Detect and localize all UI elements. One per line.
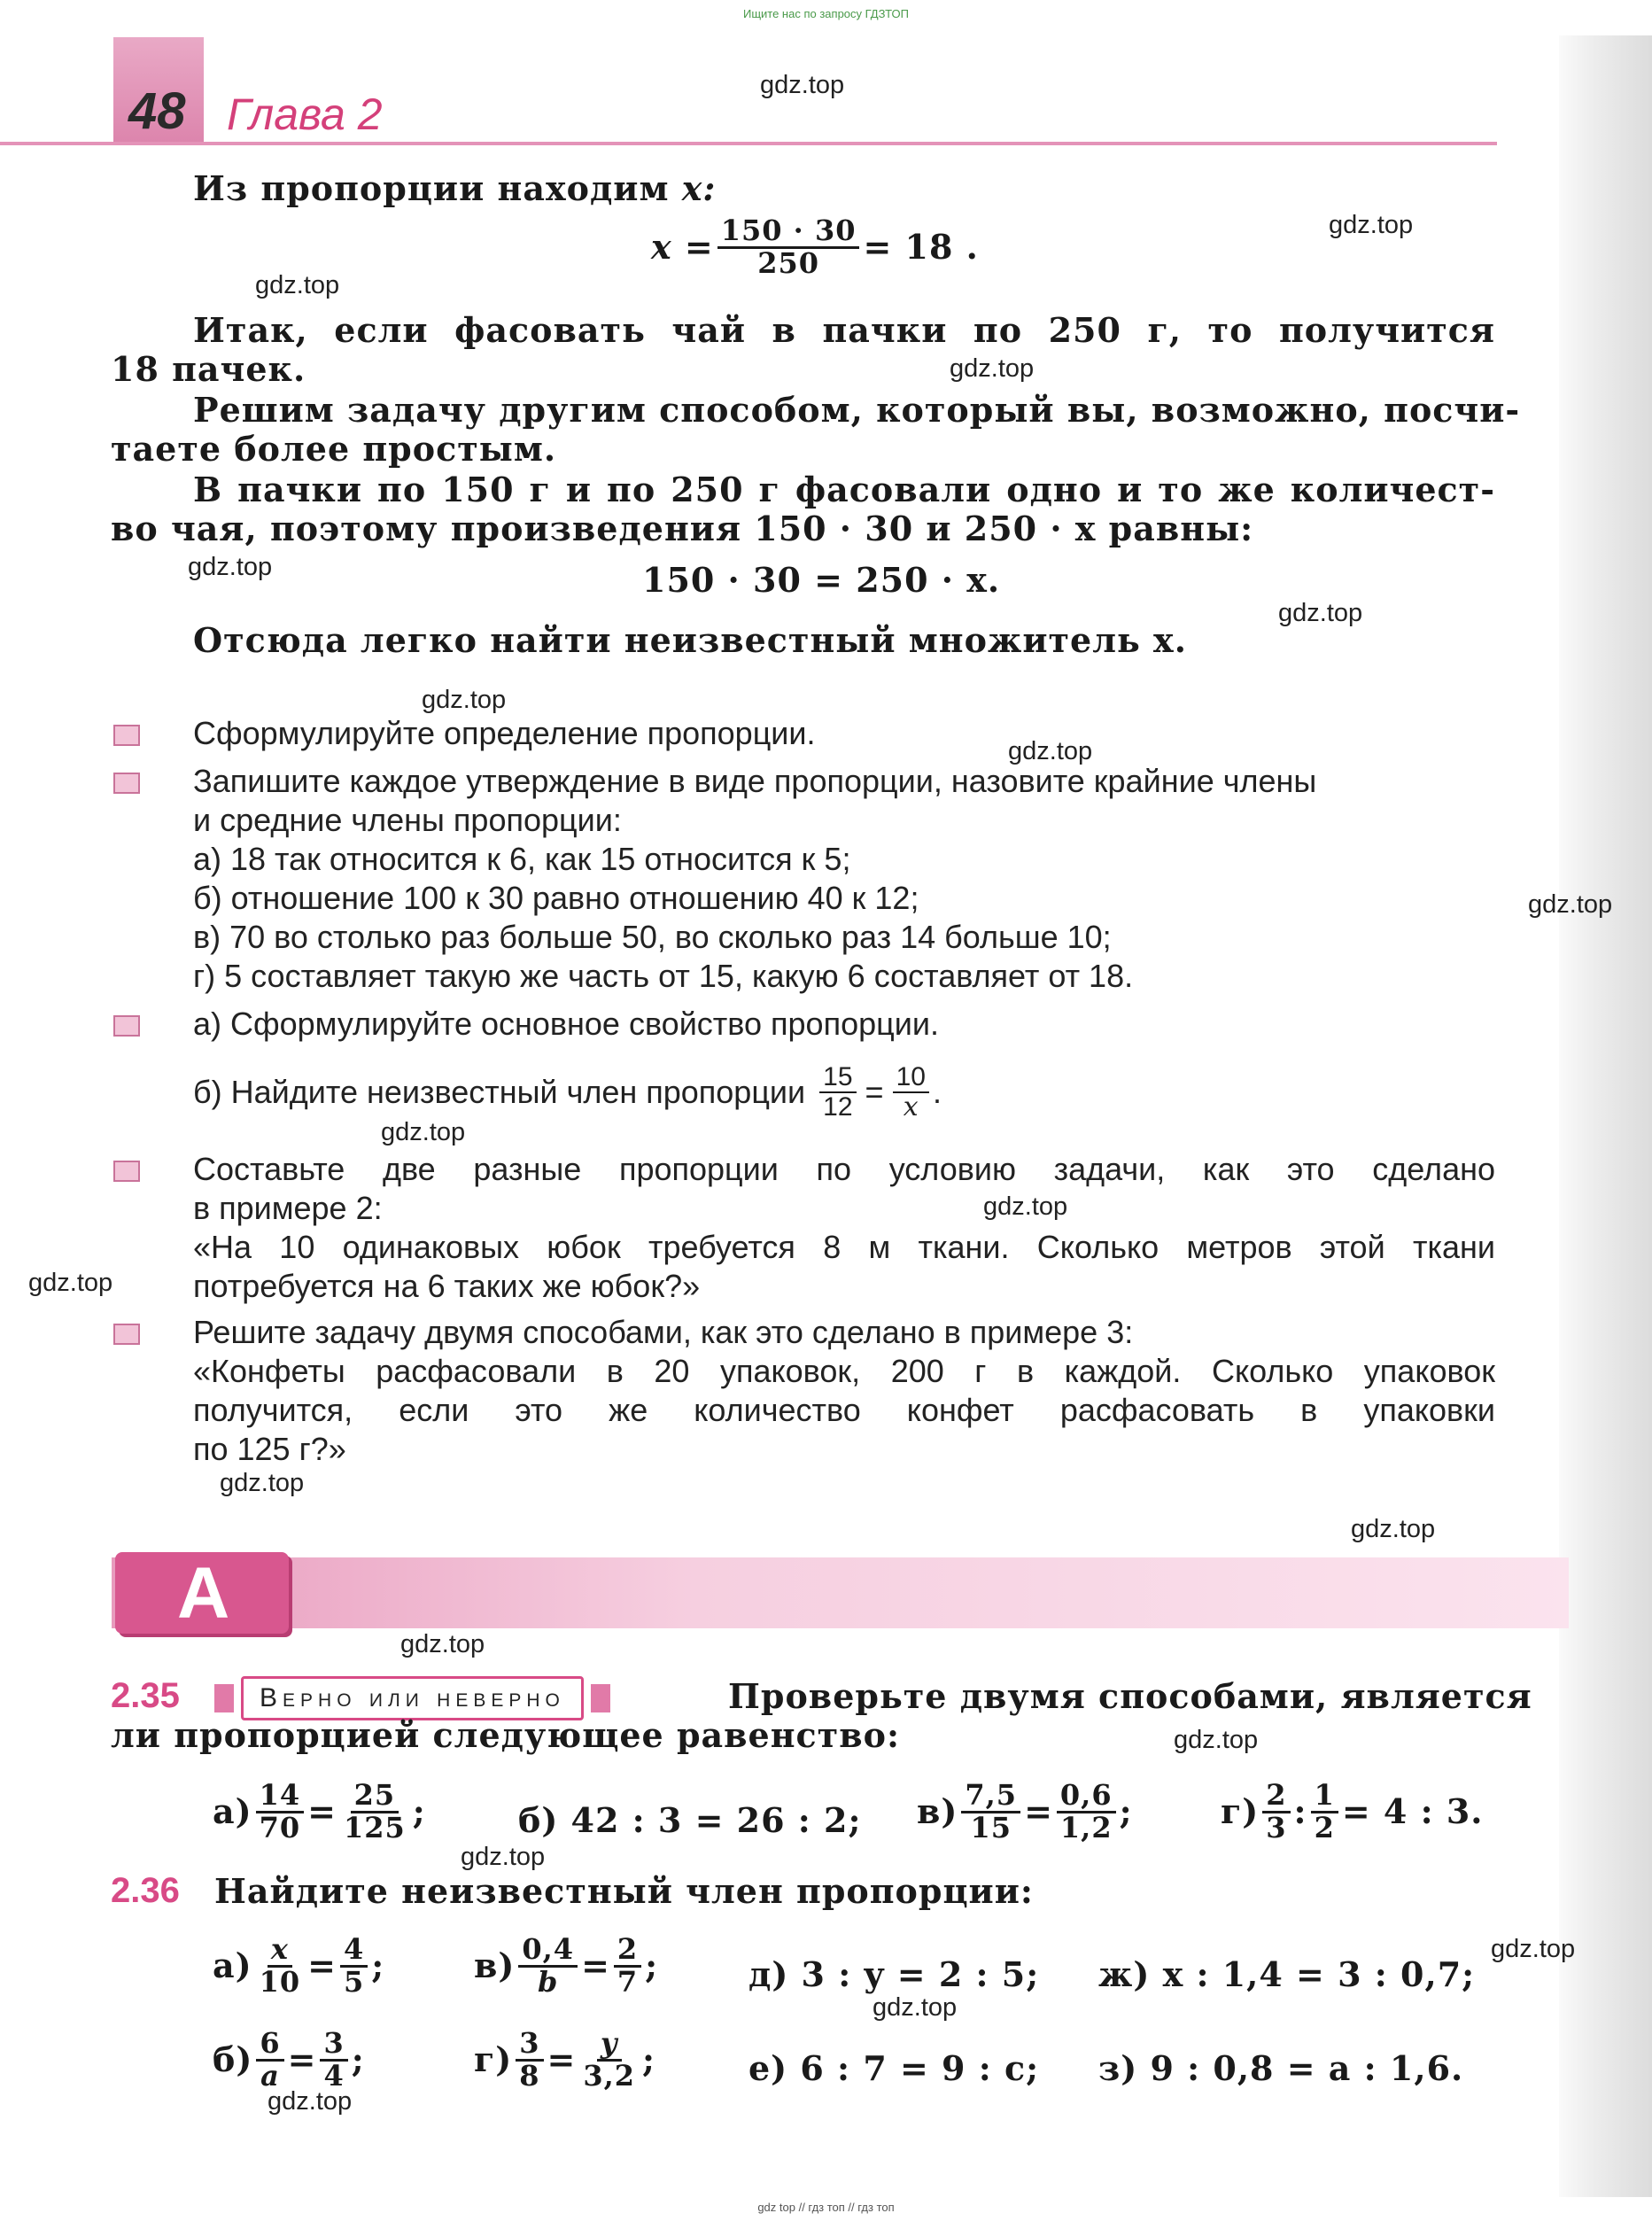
paragraph-5: Отсюда легко найти неизвестный множитель x. <box>193 620 1187 660</box>
problem-2-36-b: б) $\frac{6}{a}$ = $\frac{3}{4}$ ; <box>213 2026 365 2093</box>
q3-num-2: 10 <box>893 1063 929 1093</box>
watermark: gdz.top <box>188 553 273 581</box>
p235-d-frac-1 <box>1262 1778 1290 1844</box>
question-square-1 <box>113 725 140 746</box>
question-4-line-2: в примере 2: <box>193 1190 383 1226</box>
watermark: gdz.top <box>1278 599 1363 627</box>
question-5-line-4: по 125 г?» <box>193 1431 346 1467</box>
p236-v-n2: 2 <box>614 1935 641 1968</box>
eq1-fraction <box>717 216 860 278</box>
page-edge-line <box>1621 35 1623 2197</box>
p235-d-n2: 1 <box>1311 1781 1338 1813</box>
p236-b-n1: 6 <box>256 2029 283 2062</box>
p235-a-n1: 14 <box>256 1781 305 1813</box>
p236-v-label: в) <box>474 1945 516 1986</box>
p235-a-d2: 125 <box>343 1810 406 1844</box>
paragraph-find-x <box>193 168 716 209</box>
page-number: 48 <box>128 82 186 140</box>
eq1-denominator: 250 <box>757 245 819 280</box>
watermark: gdz.top <box>28 1269 113 1297</box>
p236-g-n1: 3 <box>516 2029 543 2062</box>
question-2-line-1: Запишите каждое утверждение в виде пропорции, назовите крайние члены <box>193 763 1317 799</box>
eq1-rhs: = 18 . <box>863 227 979 268</box>
question-2-line-2: и средние члены пропорции: <box>193 802 622 838</box>
p235-c-label: в) <box>917 1791 958 1832</box>
p236-v-d2: 7 <box>617 1964 639 1999</box>
watermark: gdz.top <box>1008 737 1093 765</box>
top-note: Ищите нас по запросу ГДЗТОП <box>742 7 909 20</box>
watermark: gdz.top <box>400 1630 485 1658</box>
paragraph-3-line-1: Решим задачу другим способом, который вы, возможно, посчи- <box>193 390 1521 430</box>
problem-2-36-a: а) $\frac{x}{10}$ = $\frac{4}{5}$ ; <box>213 1932 385 1999</box>
p236-b-frac-1 <box>256 2026 283 2093</box>
p235-a-frac-2 <box>340 1778 409 1844</box>
problem-2-35-line-2: ли пропорцией следующее равенство: <box>111 1715 900 1755</box>
watermark: gdz.top <box>220 1469 305 1497</box>
p236-a-frac-1 <box>256 1932 305 1999</box>
problem-2-35-number: 2.35 <box>111 1676 180 1715</box>
p236-g-d1: 8 <box>519 2058 540 2093</box>
p236-a-d1: 10 <box>259 1964 301 1999</box>
true-false-tag <box>207 1676 703 1720</box>
question-5-line-3: получится, если это же количество конфет расфасовать в упаковки <box>193 1392 1495 1428</box>
p236-g-frac-2 <box>579 2026 639 2093</box>
var-x: x: <box>681 168 717 208</box>
bottom-note: gdz top // гдз топ // гдз топ <box>757 2201 895 2214</box>
question-3-b: б) Найдите неизвестный член пропорции $\frac{15}{12}$ = $\frac{10}{x}$ . <box>193 1062 942 1122</box>
question-1: Сформулируйте определение пропорции. <box>193 715 816 751</box>
p235-a-d1: 70 <box>259 1810 301 1844</box>
question-4-line-4: потребуется на 6 таких же юбок?» <box>193 1268 701 1304</box>
q3-den-1: 12 <box>823 1091 853 1122</box>
p235-c-n1: 7,5 <box>961 1781 1020 1813</box>
true-false-tag-label: Верно или неверно <box>241 1676 584 1720</box>
paragraph-2-line-1: Итак, если фасовать чай в пачки по 250 г, то получится <box>193 310 1495 350</box>
p236-b-frac-2 <box>320 2026 347 2093</box>
p236-v-d1: b <box>538 1964 559 1999</box>
p235-d-d2: 2 <box>1314 1810 1335 1844</box>
p235-d-n1: 2 <box>1262 1781 1290 1813</box>
p235-d-label: г) <box>1221 1791 1260 1832</box>
question-5-line-2: «Конфеты расфасовали в 20 упаковок, 200 г в каждой. Сколько упаковок <box>193 1353 1495 1389</box>
p236-v-n1: 0,4 <box>518 1935 578 1968</box>
p236-g-label: г) <box>474 2039 513 2080</box>
problem-2-35-line-1: Проверьте двумя способами, является <box>728 1676 1532 1716</box>
problem-2-36-zh: ж) x : 1,4 = 3 : 0,7; <box>1098 1954 1476 1994</box>
section-letter: А <box>177 1553 230 1634</box>
watermark: gdz.top <box>1174 1726 1259 1754</box>
watermark: gdz.top <box>1491 1935 1576 1963</box>
p235-c-frac-2 <box>1057 1778 1116 1844</box>
p236-a-frac-2 <box>340 1932 368 1999</box>
paragraph-4-line-1: В пачки по 150 г и по 250 г фасовали одно и то же количест- <box>193 470 1495 509</box>
watermark: gdz.top <box>1329 211 1414 239</box>
watermark: gdz.top <box>1528 890 1613 919</box>
watermark: gdz.top <box>255 271 340 299</box>
chapter-title: Глава 2 <box>227 89 383 139</box>
watermark: gdz.top <box>950 354 1035 383</box>
tag-cube-right <box>591 1684 610 1712</box>
p236-g-d2: 3,2 <box>583 2058 636 2093</box>
paragraph-3-line-2: таете более простым. <box>111 429 557 469</box>
p235-a-frac-1 <box>256 1778 305 1844</box>
question-2-d: г) 5 составляет такую же часть от 15, какую 6 составляет от 18. <box>193 958 1134 994</box>
q3-den-2: x <box>903 1091 919 1122</box>
p236-b-label: б) <box>213 2039 253 2080</box>
question-square-2 <box>113 773 140 794</box>
question-square-4 <box>113 1161 140 1182</box>
watermark: gdz.top <box>381 1118 466 1146</box>
p235-a-n2: 25 <box>351 1781 399 1813</box>
problem-2-35-a: а) $\frac{14}{70}$ = $\frac{25}{125}$ ; <box>213 1778 426 1844</box>
paragraph-4-line-2: во чая, поэтому произведения 150 · 30 и 250 · x равны: <box>111 509 1254 548</box>
p235-c-d2: 1,2 <box>1059 1810 1113 1844</box>
p236-a-label: а) <box>213 1945 252 1986</box>
q3-num-1: 15 <box>819 1063 856 1093</box>
watermark: gdz.top <box>461 1843 546 1871</box>
p235-d-frac-2 <box>1311 1778 1338 1844</box>
p235-c-frac-1 <box>961 1778 1020 1844</box>
question-3-b-text: б) Найдите неизвестный член пропорции <box>193 1073 806 1110</box>
p236-b-n2: 3 <box>320 2029 347 2062</box>
paragraph-find-x-text: Из пропорции находим <box>193 168 670 208</box>
p236-a-n1: x <box>268 1935 292 1968</box>
p235-a-label: а) <box>213 1791 252 1832</box>
watermark: gdz.top <box>873 1993 958 2022</box>
p236-b-d2: 4 <box>323 2058 345 2093</box>
problem-2-36-g: г) $\frac{3}{8}$ = $\frac{y}{3,2}$ ; <box>474 2026 656 2093</box>
problem-2-35-c: в) $\frac{7,5}{15}$ = $\frac{0,6}{1,2}$ ; <box>917 1778 1133 1844</box>
problem-2-36-v: в) $\frac{0,4}{b}$ = $\frac{2}{7}$ ; <box>474 1932 659 1999</box>
problem-2-36-number: 2.36 <box>111 1871 180 1910</box>
question-4-line-1: Составьте две разные пропорции по условию задачи, как это сделано <box>193 1151 1495 1187</box>
p236-v-frac-2 <box>614 1932 641 1999</box>
question-2-c: в) 70 во столько раз больше 50, во сколько раз 14 больше 10; <box>193 919 1112 955</box>
p236-v-frac-1 <box>518 1932 578 1999</box>
question-2-b: б) отношение 100 к 30 равно отношению 40 к 12; <box>193 880 919 916</box>
header-rule <box>0 142 1497 145</box>
question-square-5 <box>113 1324 140 1345</box>
equation-2: 150 · 30 = 250 · x. <box>642 560 1001 600</box>
page-edge-shadow <box>1559 35 1652 2197</box>
eq1-numerator: 150 · 30 <box>717 216 860 249</box>
question-square-3 <box>113 1015 140 1037</box>
question-3-a: а) Сформулируйте основное свойство пропорции. <box>193 1006 939 1042</box>
p235-c-d1: 15 <box>970 1810 1012 1844</box>
p236-b-d1: a <box>260 2058 280 2093</box>
watermark: gdz.top <box>983 1192 1068 1221</box>
problem-2-35-d: г) $\frac{2}{3}$ : $\frac{1}{2}$ = 4 : 3. <box>1221 1778 1484 1844</box>
p235-c-n2: 0,6 <box>1057 1781 1116 1813</box>
q3-fraction-2 <box>893 1063 929 1121</box>
p235-d-rest: = 4 : 3. <box>1341 1791 1484 1832</box>
eq1-lhs: x = <box>651 227 714 268</box>
question-2-a: а) 18 так относится к 6, как 15 относится к 5; <box>193 841 851 877</box>
p236-a-n2: 4 <box>340 1935 368 1968</box>
watermark: gdz.top <box>1351 1515 1436 1543</box>
p236-g-frac-1 <box>516 2026 543 2093</box>
tag-cube-left <box>214 1684 234 1712</box>
q3-fraction-1 <box>819 1063 856 1121</box>
p235-d-d1: 3 <box>1266 1810 1287 1844</box>
watermark: gdz.top <box>268 2087 353 2116</box>
question-4-line-3: «На 10 одинаковых юбок требуется 8 м ткани. Сколько метров этой ткани <box>193 1229 1495 1265</box>
problem-2-35-b: б) 42 : 3 = 26 : 2; <box>518 1800 862 1840</box>
problem-2-36-text: Найдите неизвестный член пропорции: <box>214 1871 1034 1911</box>
equation-1 <box>651 216 979 278</box>
section-band <box>112 1557 1569 1628</box>
problem-2-36-e: е) 6 : 7 = 9 : c; <box>748 2048 1040 2088</box>
p236-g-n2: y <box>597 2029 622 2062</box>
watermark: gdz.top <box>760 71 845 99</box>
paragraph-2-line-2: 18 пачек. <box>111 349 306 389</box>
watermark: gdz.top <box>422 686 507 714</box>
question-5-line-1: Решите задачу двумя способами, как это сделано в примере 3: <box>193 1314 1134 1350</box>
problem-2-36-d: д) 3 : y = 2 : 5; <box>748 1954 1040 1994</box>
problem-2-36-z: з) 9 : 0,8 = a : 1,6. <box>1098 2048 1464 2088</box>
p236-a-d2: 5 <box>343 1964 365 1999</box>
